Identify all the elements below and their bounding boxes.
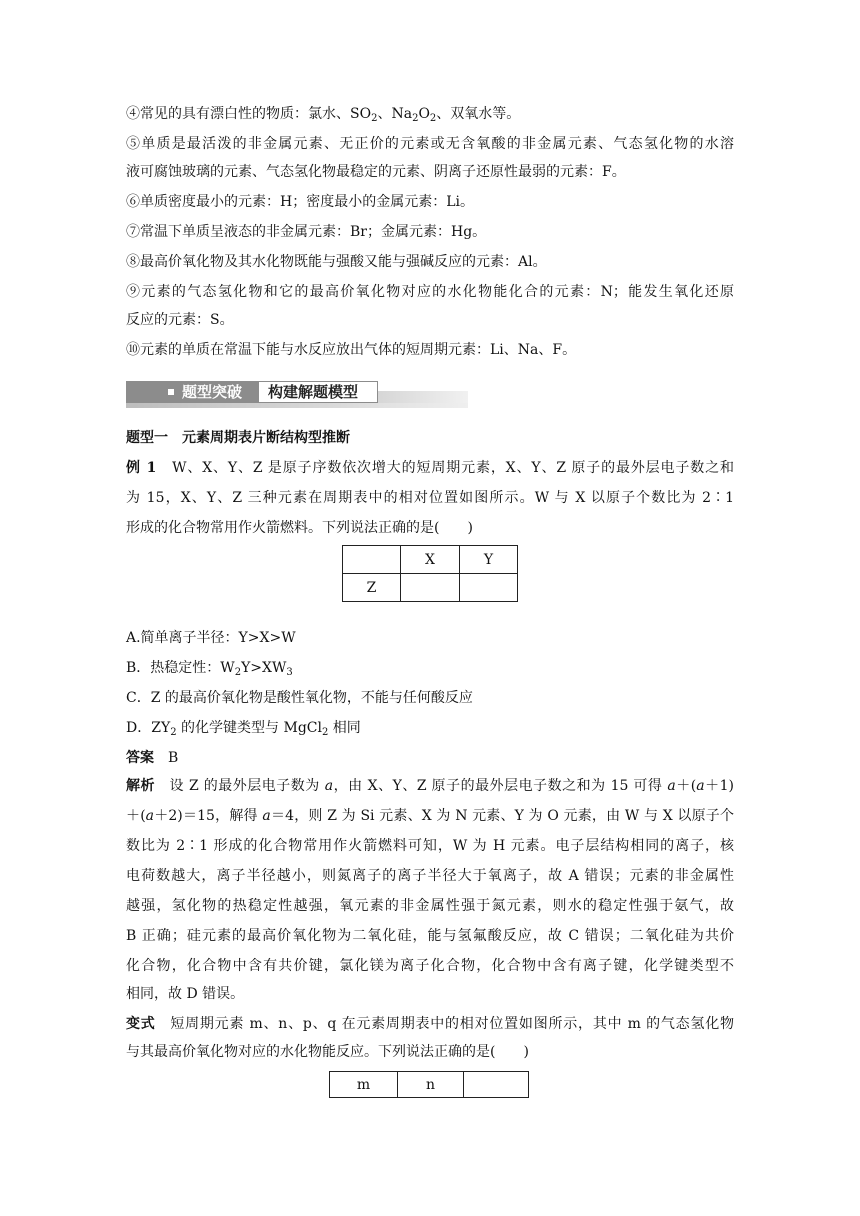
analysis-line-7: 化合物，化合物中含有共价键，氯化镁为离子化合物，化合物中含有离子键，化学键类型不 xyxy=(126,958,734,974)
option-a: A.简单离子半径：Y>X>W xyxy=(126,630,296,646)
item-9-line-1: ⑨元素的气态氢化物和它的最高价氧化物对应的水化物能化合的元素：N；能发生氧化还原 xyxy=(126,284,734,300)
option-b: B．热稳定性：$W_2Y>XW_3$ xyxy=(126,660,293,678)
table-cell: m xyxy=(330,1072,398,1098)
option-c: C．Z 的最高价氧化物是酸性氧化物，不能与任何酸反应 xyxy=(126,690,473,706)
banner-right-label: 构建解题模型 xyxy=(268,383,359,401)
analysis-line-5: 越强，氢化物的热稳定性越强，氧元素的非金属性强于氮元素，则水的稳定性强于氨气，故 xyxy=(126,898,734,914)
periodic-table-fragment-2 xyxy=(329,1071,529,1098)
example1-line-2: 为 15，X、Y、Z 三种元素在周期表中的相对位置如图所示。W 与 X 以原子个数比为 2∶1 xyxy=(126,490,734,506)
banner-left-label: 题型突破 xyxy=(182,383,243,401)
example1-label: 例 1 xyxy=(126,460,157,476)
example1-line-3: 形成的化合物常用作火箭燃料。下列说法正确的是( ) xyxy=(126,520,473,536)
periodic-table-fragment-1 xyxy=(342,545,518,602)
analysis-line-8: 相同，故 D 错误。 xyxy=(126,986,245,1002)
table-cell: X xyxy=(401,546,460,574)
analysis-line-2: ＋(a＋2)＝15，解得 a＝4，则 Z 为 Si 元素、X 为 N 元素、Y 为 O 元素，由 W 与 X 以原子个 xyxy=(126,808,734,824)
variant-line-1: 变式 短周期元素 m、n、p、q 在元素周期表中的相对位置如图所示，其中 m 的气态氢化物 xyxy=(126,1016,735,1032)
table-cell: Y xyxy=(460,546,518,574)
item-8: ⑧最高价氧化物及其水化物既能与强酸又能与强碱反应的元素：Al。 xyxy=(126,254,547,270)
item-7: ⑦常温下单质呈液态的非金属元素：Br；金属元素：Hg。 xyxy=(126,224,487,240)
variant-label: 变式 xyxy=(126,1016,156,1032)
section-title: 题型一 元素周期表片断结构型推断 xyxy=(126,430,350,446)
option-d: D．$ZY_2$ 的化学键类型与 MgCl$_2$ 相同 xyxy=(126,720,361,738)
section-banner xyxy=(126,381,468,409)
analysis-line-4: 电荷数越大，离子半径越小，则氮离子的离子半径大于氧离子，故 A 错误；元素的非金属性 xyxy=(126,868,734,884)
item-5-line-1: ⑤单质是最活泼的非金属元素、无正价的元素或无含氧酸的非金属元素、气态氢化物的水溶 xyxy=(126,136,734,152)
table-cell xyxy=(460,574,518,602)
item-9-line-2: 反应的元素：S。 xyxy=(126,312,234,328)
table-cell xyxy=(401,574,460,602)
variant-line-2: 与其最高价氧化物对应的水化物能反应。下列说法正确的是( ) xyxy=(126,1044,529,1060)
table-cell xyxy=(464,1072,529,1098)
table-cell xyxy=(343,546,401,574)
answer: 答案 B xyxy=(126,750,179,766)
analysis-line-6: B 正确；硅元素的最高价氧化物为二氧化硅，能与氢氟酸反应，故 C 错误；二氧化硅为共价 xyxy=(126,928,734,944)
item-5-line-2: 液可腐蚀玻璃的元素、气态氢化物最稳定的元素、阴离子还原性最弱的元素：F。 xyxy=(126,164,626,180)
analysis-label: 解析 xyxy=(126,778,156,794)
table-cell: n xyxy=(398,1072,464,1098)
item-4: ④常见的具有漂白性的物质：氯水、$SO_2$、$Na_2O_2$、双氧水等。 xyxy=(126,106,521,124)
item-10: ⑩元素的单质在常温下能与水反应放出气体的短周期元素：Li、Na、F。 xyxy=(126,342,577,358)
item-6: ⑥单质密度最小的元素：H；密度最小的金属元素：Li。 xyxy=(126,194,474,210)
square-bullet-icon xyxy=(168,389,174,395)
analysis-line-1: 解析 设 Z 的最外层电子数为 a，由 X、Y、Z 原子的最外层电子数之和为 15 可得 a＋(a＋1) xyxy=(126,778,735,794)
table-cell: Z xyxy=(343,574,401,602)
analysis-line-3: 数比为 2∶1 形成的化合物常用作火箭燃料可知，W 为 H 元素。电子层结构相同的离子，核 xyxy=(126,838,734,854)
answer-label: 答案 xyxy=(126,750,154,766)
example1-line-1: 例 1 W、X、Y、Z 是原子序数依次增大的短周期元素，X、Y、Z 原子的最外层电子数之和 xyxy=(126,460,734,476)
